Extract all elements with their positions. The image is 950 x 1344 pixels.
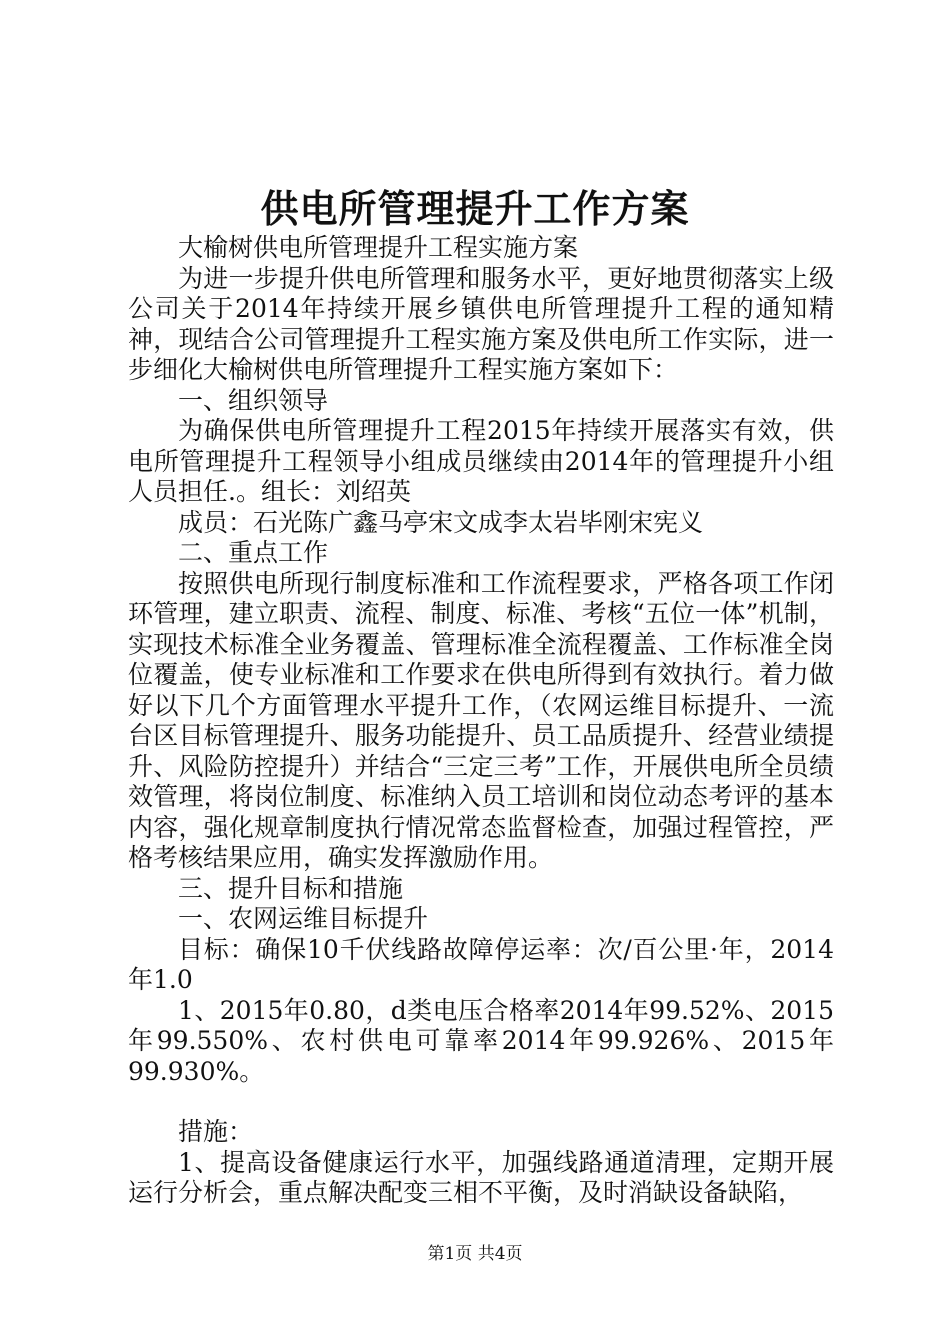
document-title: 供电所管理提升工作方案 [260,186,690,231]
paragraph: 成员：石光陈广鑫马亭宋文成李太岩毕刚宋宪义 [178,507,704,537]
paragraph: 按照供电所现行制度标准和工作流程要求，严格各项工作闭环管理，建立职责、流程、制度、标准、考核“五位一体”机制，实现技术标准全业务覆盖、管理标准全流程覆盖、工作标准全岗位覆盖，使专业标准和工作要求在供电所得到有效执行。着力做好以下几个方面管理水平提升工作，（农网运维目标提升、一流台区目标管理提升、服务功能提升、员工品质提升、经营业绩提升、风险防控提升）并结合“三定三考”工作，开展供电所全员绩效管理，将岗位制度、标准纳入员工培训和岗位动态考评的基本内容，强化规章制度执行情况常态监督检查，加强过程管控，严格考核结果应用，确实发挥激励作用。 [128,568,834,872]
section-heading: 二、重点工作 [178,538,329,567]
page-footer: 第1页 共4页 [427,1244,523,1264]
document-body [128,233,834,1209]
paragraph: 1、提高设备健康运行水平，加强线路通道清理，定期开展运行分析会，重点解决配变三相不平衡，及时消缺设备缺陷， [128,1147,834,1207]
paragraph: 为进一步提升供电所管理和服务水平，更好地贯彻落实上级公司关于2014年持续开展乡镇供电所管理提升工程的通知精神，现结合公司管理提升工程实施方案及供电所工作实际，进一步细化大榆树供电所管理提升工程实施方案如下： [128,263,834,384]
section-heading: 三、提升目标和措施 [178,873,404,903]
paragraph: 措施： [178,1117,254,1146]
section-heading: 一、农网运维目标提升 [178,904,429,933]
paragraph: 为确保供电所管理提升工程2015年持续开展落实有效，供电所管理提升工程领导小组成员继续由2014年的管理提升小组人员担任.。组长：刘绍英 [128,416,834,506]
paragraph: 1、2015年0.80，d类电压合格率2014年99.52%、2015年99.550%、农村供电可靠率2014年99.926%、2015年99.930%。 [128,995,834,1086]
paragraph: 目标：确保10千伏线路故障停运率：次/百公里·年，2014年1.0 [128,934,834,994]
section-heading: 一、组织领导 [178,385,329,415]
paragraph: 大榆树供电所管理提升工程实施方案 [178,233,579,262]
